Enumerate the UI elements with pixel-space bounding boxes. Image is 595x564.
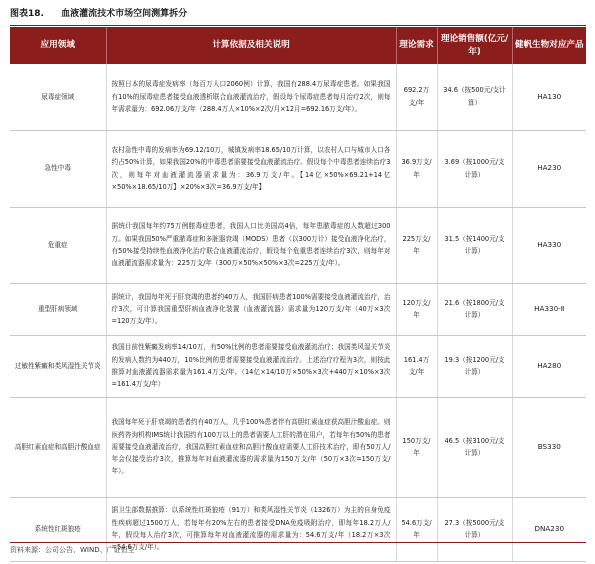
row-product: BS330 [512, 397, 586, 497]
row-basis: 据卫生部数据推算：以系统性红斑狼疮（91万）和类风湿性关节炎（1326万）为主的自身免疫性疾病超过1500万人，若每年有20%左右的患者接受DNA免疫吸附治疗，即每年18.2万人/年，假设每人治疗3次，可推算每年对血液灌流器的需求量为：54.6万支/年（18.2万×3次=54.6万支/年）。 [106, 497, 396, 561]
row-field: 过敏性紫癜和类风湿性关节炎 [10, 335, 106, 397]
header-basis: 计算依据及相关说明 [106, 27, 396, 64]
row-basis: 据统计，我国每年死于肝衰竭的患者约40万人，我国肝病患者100%需要接受血液灌流治疗，治疗3次，可计算我国重型肝病血液净化装置（血液灌流器）需求量为120万支/年（40万×3次=120万支/年）。 [106, 283, 396, 335]
table-row [10, 397, 586, 497]
table-row [10, 283, 586, 335]
row-basis: 农村急性中毒的发病率为69.12/10万，城镇发病率18.65/10万计算，以农村人口与城市人口各约占50%计算，如果我国20%的中毒患者需要接受血液灌流治疗。假设每个中毒患者连续治疗3次，则每年对血液灌流器需求量为：36.9万支/年。【14亿×50%×69.21+14亿×50%×18.65/10万】×20%×3次=36.9万支/年】 [106, 130, 396, 207]
table-row [10, 130, 586, 207]
row-field: 重型肝病领域 [10, 283, 106, 335]
row-demand: 225万支/年 [396, 207, 437, 283]
row-sales: 3.69（按1000元/支计算） [437, 130, 512, 207]
source-note: 资料来源：公司公告、WIND、广证恒生 [10, 546, 135, 554]
table-header-row [10, 27, 586, 64]
row-sales: 34.6（按500元/支计算） [437, 64, 512, 130]
header-sales: 理论销售额(亿元/年) [437, 27, 512, 64]
row-basis: 按照日本的尿毒症发病率（每百万人口2060例）计算，我国有288.4万尿毒症患者。如果我国有10%的尿毒症患者接受血液透析联合血液灌流治疗，假设每个尿毒症患者每月治疗2次，则每年需求量为：692.06万支/年（288.4万人×10%×2次/月×12月=692.16万支/年）。 [106, 64, 396, 130]
header-demand: 理论需求 [396, 27, 437, 64]
row-demand: 161.4万支/年 [396, 335, 437, 397]
row-basis: 据统计我国每年约75万例脓毒症患者，我国人口比美国高4倍，每年患脓毒症的人数超过300万。如果我国50%严重脓毒症和多脏器衰竭（MODS）患者（以300万计）接受血液净化治疗，有50%接受持续性血液净化治疗联合血液灌流治疗，假设每个危重患者连续治疗3次，则每年对血液灌流器需求量为：225万支/年（300万×50%×50%×3次=225万支/年）。 [106, 207, 396, 283]
table-row [10, 207, 586, 283]
row-sales: 27.3（按5000元/支计算） [437, 497, 512, 561]
row-field: 尿毒症领域 [10, 64, 106, 130]
row-field: 危重症 [10, 207, 106, 283]
row-sales: 19.3（按1200元/支计算） [437, 335, 512, 397]
figure-title: 血液灌流技术市场空间测算拆分 [61, 9, 188, 19]
row-product: HA230 [512, 130, 586, 207]
row-demand: 692.2万支/年 [396, 64, 437, 130]
row-product: HA280 [512, 335, 586, 397]
figure-caption [10, 2, 187, 26]
market-space-table [10, 27, 586, 562]
row-demand: 36.9万支/年 [396, 130, 437, 207]
row-product: HA330 [512, 207, 586, 283]
row-sales: 21.6（按1800元/支计算） [437, 283, 512, 335]
top-rule [10, 25, 586, 26]
header-product: 健帆生物对应产品 [512, 27, 586, 64]
table-row [10, 335, 586, 397]
row-demand: 120万支/年 [396, 283, 437, 335]
row-demand: 150万支/年 [396, 397, 437, 497]
figure-number: 图表18. [10, 9, 44, 19]
bottom-rule [10, 542, 586, 543]
row-basis: 我国每年死于肝衰竭的患者约有40万人，几乎100%患者伴有高胆红素血症获高胆汁酸血症。则医药咨询机构IMS统计我国约有100万以上的患者需要人工肝的潜在用户，若每年有50%的患者需要接受血液灌流治疗，我国高胆红素血症和高胆汁酸血症需要人工肝技术治疗，即有50万人/年会仅接受治疗3次，推算每年对血液灌流器的需求量为150万支/年（50万×3次=150万支/年）。 [106, 397, 396, 497]
row-field: 系统性红斑狼疮 [10, 497, 106, 561]
row-field: 高胆红素血症和高胆汁酸血症 [10, 397, 106, 497]
row-field: 急性中毒 [10, 130, 106, 207]
header-field: 应用领域 [10, 27, 106, 64]
row-product: DNA230 [512, 497, 586, 561]
row-demand: 54.6万支/年 [396, 497, 437, 561]
row-product: HA130 [512, 64, 586, 130]
table-row [10, 64, 586, 130]
row-sales: 46.5（按3100元/支计算） [437, 397, 512, 497]
row-sales: 31.5（按1400元/支计算） [437, 207, 512, 283]
row-product: HA330-Ⅱ [512, 283, 586, 335]
row-basis: 我国目前性紫癜发病率14/10万，有50%比例的患者需要接受血液灌流治疗；我国类风湿关节炎的发病人数约为440万，10%比例的患者需要接受血液灌流治疗。上述治疗疗程为3次，则按此推算对血液灌流器需求量为161.4万支/年。（14亿×14/10万×50%×3次+440万×10%×3次=161.4万支/年） [106, 335, 396, 397]
